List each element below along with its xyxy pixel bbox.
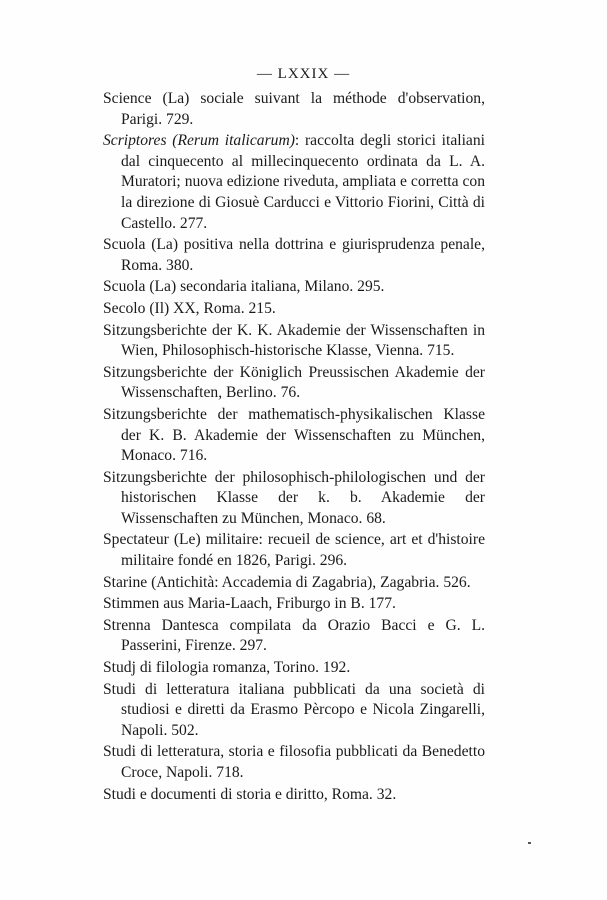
list-item: Scuola (La) secondaria italiana, Milano. 295. [103,278,385,296]
list-item: Studi di letteratura italiana pubblicati da una società di studiosi e diretti da Erasmo Pèrcopo e Nicola Zingarelli, Napoli. 502. [103,680,485,739]
list-item: Stimmen aus Maria-Laach, Friburgo in B. 177. [103,595,396,613]
list-item: Sitzungsberichte der K. K. Akademie der Wissenschaften in Wien, Philosophisch-historische Klasse, Vienna. 715. [103,321,485,360]
list-item: Science (La) sociale suivant la méthode d'observation, Parigi. 729. [103,90,485,128]
list-item: Studj di filologia romanza, Torino. 192. [103,659,351,677]
list-item: Spectateur (Le) militaire: recueil de science, art et d'histoire militaire fondé en 1826, Parigi. 296. [103,531,485,570]
list-item: Strenna Dantesca compilata da Orazio Bacci e G. L. Passerini, Firenze. 297. [103,616,485,655]
page-number-header: — LXXIX — [256,66,351,82]
list-item: Scuola (La) positiva nella dottrina e giurisprudenza penale, Roma. 380. [103,236,485,274]
list-item: Sitzungsberichte der mathematisch-physikalischen Klasse der K. B. Akademie der Wissenschaften zu München, Monaco. 716. [103,405,485,465]
list-item: Studi di letteratura, storia e filosofia pubblicati da Benedetto Croce, Napoli. 718. [103,743,485,781]
list-item: Sitzungsberichte der Königlich Preussischen Akademie der Wissenschaften, Berlino. 76. [103,363,485,402]
bibliography-list [103,89,485,806]
list-item: Secolo (Il) XX, Roma. 215. [103,299,276,317]
list-item: Starine (Antichità: Accademia di Zagabria), Zagabria. 526. [103,573,471,591]
list-item: Sitzungsberichte der philosophisch-philologischen und der historischen Klasse der k. b. Akademie der Wissenschaften zu München, Monaco. 68. [103,468,485,527]
margin-mark [528,842,531,844]
list-item: Studi e documenti di storia e diritto, Roma. 32. [103,785,397,803]
list-item: Scriptores (Rerum italicarum): raccolta degli storici italiani dal cinquecento al millecinquecento ordinata da L. A. Muratori; nuova edizione riveduta, ampliata e corretta con la direzione di Giosuè Carducci e Vittorio Fiorini, Città di Castello. 277. [103,132,485,232]
entry-italic-title: Scriptores (Rerum italicarum) [103,132,295,150]
